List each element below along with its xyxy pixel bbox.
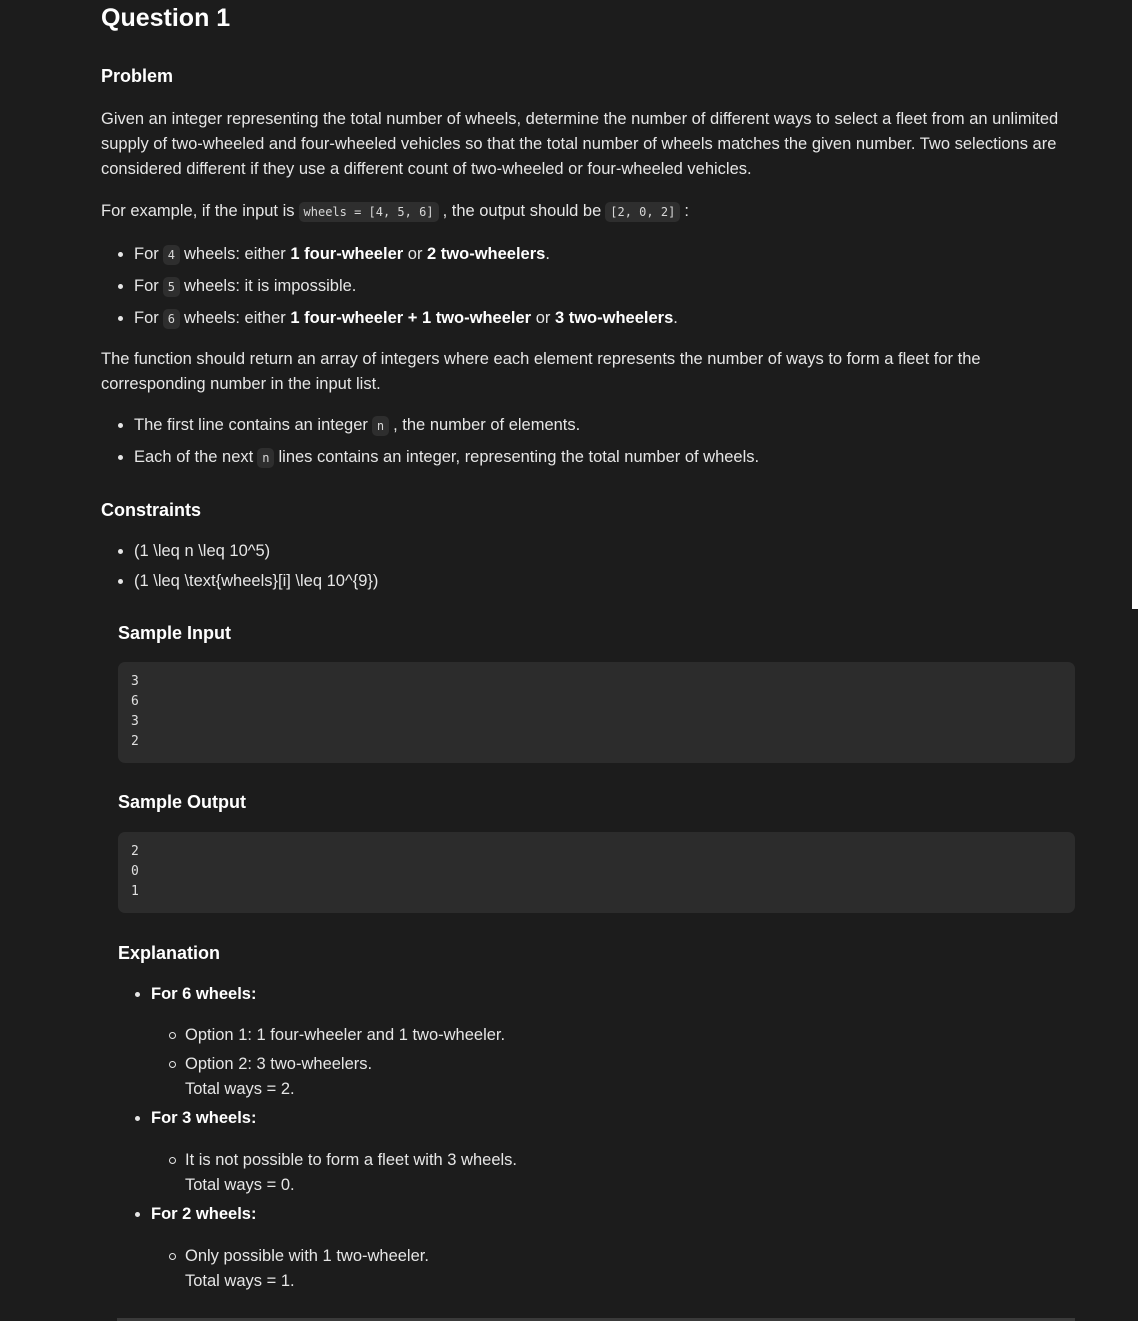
list-item	[118, 274, 678, 300]
total-text: Total ways = 1.	[185, 1272, 295, 1290]
bullet-dot	[118, 252, 123, 257]
code-line: 3	[131, 674, 139, 689]
bullet-dot	[118, 549, 123, 554]
inline-code: n	[372, 416, 389, 436]
sample-output-block	[118, 832, 1075, 913]
inline-code: n	[257, 448, 274, 468]
group-label: For 6 wheels:	[151, 985, 257, 1003]
bullet-dot	[118, 284, 123, 289]
list-item	[135, 982, 256, 1007]
bullet-dot	[118, 455, 123, 460]
inline-code: 4	[163, 245, 180, 265]
constraint-text: (1 \leq n \leq 10^5)	[134, 542, 271, 560]
group-label: For 2 wheels:	[151, 1205, 257, 1223]
constraints-heading: Constraints	[101, 500, 202, 520]
sample-input-block	[118, 662, 1075, 763]
code-line: 6	[131, 694, 139, 709]
example-line	[101, 199, 1066, 225]
bullet-dot	[118, 316, 123, 321]
list-item	[118, 539, 378, 564]
list-item	[118, 413, 759, 439]
return-description: The function should return an array of integers where each element represents the number of ways to form a fleet for the corresponding number in the input list.	[101, 350, 981, 393]
bullet-dot	[118, 423, 123, 428]
sub-item-text: Only possible with 1 two-wheeler.	[185, 1247, 429, 1265]
total-text: Total ways = 0.	[185, 1176, 295, 1194]
explanation-heading: Explanation	[118, 943, 221, 963]
bullet-text: wheels: either	[183, 309, 286, 327]
bullet-ring	[169, 1157, 176, 1164]
page-title: Question 1	[101, 4, 231, 32]
inline-code: 6	[163, 309, 180, 329]
list-item	[169, 1023, 505, 1048]
code-line: 1	[131, 884, 139, 899]
bullet-ring	[169, 1253, 176, 1260]
list-item	[135, 1106, 256, 1131]
list-item	[169, 1244, 429, 1294]
problem-heading: Problem	[101, 66, 174, 86]
bold-text: 2 two-wheelers	[427, 245, 546, 263]
code-line: 0	[131, 864, 139, 879]
bullet-ring	[169, 1032, 176, 1039]
list-item	[118, 569, 378, 594]
example-suffix: :	[684, 202, 689, 220]
list-item	[169, 1052, 505, 1102]
example-prefix: For example, if the input is	[101, 202, 295, 220]
example-output-code: [2, 0, 2]	[605, 202, 680, 222]
total-text: Total ways = 2.	[185, 1080, 295, 1098]
bold-text: 1 four-wheeler + 1 two-wheeler	[290, 309, 532, 327]
bullet-text: .	[673, 309, 678, 327]
bullet-text: .	[545, 245, 550, 263]
sample-output-heading: Sample Output	[118, 792, 247, 812]
explanation-group	[135, 1202, 256, 1233]
constraint-text: (1 \leq \text{wheels}[i] \leq 10^{9})	[134, 572, 379, 590]
bullet-dot	[118, 579, 123, 584]
bullet-text: Each of the next	[134, 448, 254, 466]
scrollbar[interactable]	[1132, 0, 1138, 609]
list-item	[118, 242, 678, 268]
bold-text: 1 four-wheeler	[290, 245, 404, 263]
bullet-text: For	[134, 309, 159, 327]
list-item	[118, 445, 759, 471]
code-line: 3	[131, 714, 139, 729]
bullet-text: , the number of elements.	[393, 416, 581, 434]
explanation-sublist	[169, 1148, 517, 1204]
sub-item-text: Option 1: 1 four-wheeler and 1 two-wheeler.	[185, 1026, 506, 1044]
sub-item-text: Option 2: 3 two-wheelers.	[185, 1055, 373, 1073]
input-format-bullets	[118, 413, 759, 477]
example-input-code: wheels = [4, 5, 6]	[299, 202, 439, 222]
group-label: For 3 wheels:	[151, 1109, 257, 1127]
explanation-group	[135, 1106, 256, 1137]
bullet-text: wheels: it is impossible.	[183, 277, 357, 295]
problem-description: Given an integer representing the total number of wheels, determine the number of different ways to select a fleet from an unlimited supply of two-wheeled and four-wheeled vehicles so that the total number of wheels matches the given number. Two selections are considered different if they use a different count of two-wheeled or four-wheeled vehicles.	[101, 110, 1059, 178]
explanation-sublist	[169, 1023, 505, 1108]
example-mid: , the output should be	[442, 202, 602, 220]
list-item	[169, 1148, 517, 1198]
explanation-sublist	[169, 1244, 429, 1300]
code-line: 2	[131, 734, 139, 749]
bullet-dot	[135, 1212, 140, 1217]
bullet-text: For	[134, 245, 159, 263]
bold-text: 3 two-wheelers	[554, 309, 674, 327]
bullet-text: or	[407, 245, 423, 263]
sub-item-text: It is not possible to form a fleet with 3 wheels.	[185, 1151, 517, 1169]
bullet-dot	[135, 992, 140, 997]
bullet-text: lines contains an integer, representing the total number of wheels.	[278, 448, 760, 466]
bullet-text: or	[535, 309, 551, 327]
sample-input-heading: Sample Input	[118, 623, 232, 643]
list-item	[118, 306, 678, 332]
bullet-text: The first line contains an integer	[134, 416, 368, 434]
bullet-dot	[135, 1116, 140, 1121]
bullet-text: For	[134, 277, 159, 295]
inline-code: 5	[163, 277, 180, 297]
explanation-group	[135, 982, 256, 1013]
bullet-ring	[169, 1061, 176, 1068]
constraints-list	[118, 539, 378, 600]
example-bullets	[118, 242, 678, 338]
bullet-text: wheels: either	[183, 245, 286, 263]
list-item	[135, 1202, 256, 1227]
code-line: 2	[131, 844, 139, 859]
